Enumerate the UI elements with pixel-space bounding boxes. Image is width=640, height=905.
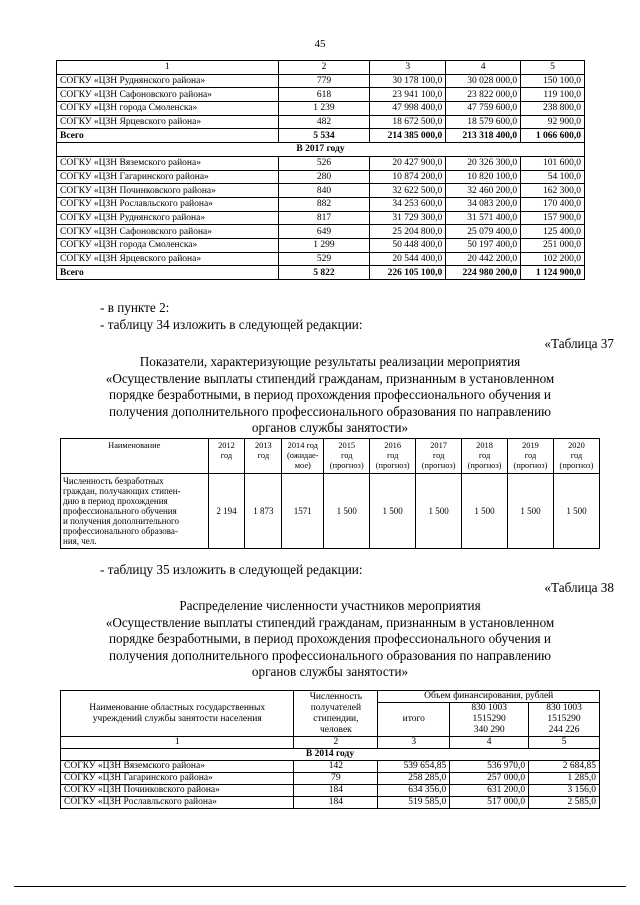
header-2014: 2014 год (ожидае- мое) [282,439,324,474]
title-line: органов службы занятости» [251,664,409,679]
indicator-name: Численность безработных граждан, получающих стипен- дию в период прохождения профессионального обучения и получения дополнительного профессионального образова- ния, чел. [61,474,209,549]
count-cell: 482 [278,115,370,129]
amount-cell: 101 600,0 [521,156,585,170]
title-line: «Осуществление выплаты стипендий гражданам, признанным в установленном [105,614,555,630]
org-name: СОГКУ «ЦЗН города Смоленска» [57,102,279,116]
table-row [57,88,585,102]
table-row [57,252,585,266]
value-2018: 1 500 [462,474,508,549]
amount-cell: 2 684,85 [529,761,600,773]
amount-cell: 102 200,0 [521,252,585,266]
amount-cell: 119 100,0 [521,88,585,102]
total-cell: 20 427 900,0 [370,156,446,170]
count-cell: 817 [278,211,370,225]
org-name: СОГКУ «ЦЗН Гагаринского района» [57,170,279,184]
header-2016: 2016 год (прогноз) [370,439,416,474]
amount-cell: 213 318 400,0 [446,129,521,143]
header-code-2: 830 1003 1515290 244 226 [529,703,600,737]
total-cell: 214 385 000,0 [370,129,446,143]
table-row [57,156,585,170]
amount-cell: 157 900,0 [521,211,585,225]
title-line: получения дополнительного профессионального образования по направлению [109,647,551,663]
total-cell: 519 585,0 [378,797,450,809]
amount-cell: 238 800,0 [521,102,585,116]
header-2020: 2020 год (прогноз) [553,439,599,474]
amount-cell: 536 970,0 [450,761,529,773]
value-2012: 2 194 [208,474,245,549]
amount-cell: 20 326 300,0 [446,156,521,170]
value-2020: 1 500 [553,474,599,549]
header-cell: 2 [278,61,370,75]
value-2016: 1 500 [370,474,416,549]
table-37-title [60,354,600,437]
total-cell: 34 253 600,0 [370,197,446,211]
table-35-instruction: - таблицу 35 изложить в следующей редакции: [100,562,363,577]
total-cell: 634 356,0 [378,785,450,797]
column-number-row [57,61,585,75]
amount-cell: 257 000,0 [450,773,529,785]
header-2017: 2017 год (прогноз) [416,439,462,474]
amount-cell: 34 083 200,0 [446,197,521,211]
header-cell: 3 [370,61,446,75]
count-cell: 5 822 [278,266,370,280]
page-bottom-rule [14,886,626,887]
header-cell: 3 [378,737,450,749]
header-row [61,691,600,703]
header-cell: 2 [294,737,378,749]
header-cell: 1 [57,61,279,75]
total-cell: 30 178 100,0 [370,74,446,88]
item-2-text: - в пункте 2: [100,300,170,315]
count-cell: 840 [278,184,370,198]
total-cell: 20 544 400,0 [370,252,446,266]
header-name: Наименование [61,439,209,474]
total-cell: 10 874 200,0 [370,170,446,184]
header-financing: Объем финансирования, рублей [378,691,600,703]
org-name: СОГКУ «ЦЗН Сафоновского района» [57,225,279,239]
year-label: В 2017 году [57,143,585,157]
title-line: Показатели, характеризующие результаты реализации мероприятия [139,354,521,369]
total-row [57,266,585,280]
table-34-instruction: - таблицу 34 изложить в следующей редакции: [100,317,363,332]
indicators-table [60,438,600,549]
table-row [57,184,585,198]
org-name: СОГКУ «ЦЗН Вяземского района» [61,761,294,773]
amount-cell: 54 100,0 [521,170,585,184]
title-line: порядке безработными, в период прохождения профессионального обучения и [109,387,551,402]
amount-cell: 3 156,0 [529,785,600,797]
year-label: В 2014 году [61,749,600,761]
amount-cell: 1 066 600,0 [521,129,585,143]
title-line: Распределение численности участников мероприятия [179,598,481,613]
page-number: 45 [314,38,326,50]
column-number-row [61,737,600,749]
header-org-name: Наименование областных государственных учреждений службы занятости населения [61,691,294,737]
total-cell: 18 672 500,0 [370,115,446,129]
value-2015: 1 500 [324,474,370,549]
amount-cell: 18 579 600,0 [446,115,521,129]
amount-cell: 125 400,0 [521,225,585,239]
table-row [57,115,585,129]
table-row [61,761,600,773]
amount-cell: 1 285,0 [529,773,600,785]
amount-cell: 170 400,0 [521,197,585,211]
count-cell: 618 [278,88,370,102]
table-row [61,474,600,549]
amount-cell: 517 000,0 [450,797,529,809]
header-2019: 2019 год (прогноз) [508,439,554,474]
title-line: порядке безработными, в период прохождения профессионального обучения и [109,631,551,646]
org-name: СОГКУ «ЦЗН Ярцевского района» [57,115,279,129]
amount-cell: 2 585,0 [529,797,600,809]
total-cell: 47 998 400,0 [370,102,446,116]
total-cell: 31 729 300,0 [370,211,446,225]
amount-cell: 150 100,0 [521,74,585,88]
amount-cell: 31 571 400,0 [446,211,521,225]
count-cell: 649 [278,225,370,239]
header-total: итого [378,703,450,737]
org-name: СОГКУ «ЦЗН города Смоленска» [57,238,279,252]
count-cell: 184 [294,797,378,809]
org-name: СОГКУ «ЦЗН Рославльского района» [61,797,294,809]
amount-cell: 162 300,0 [521,184,585,198]
table-38-label: «Таблица 38 [544,580,614,595]
org-name: СОГКУ «ЦЗН Руднянского района» [57,74,279,88]
org-name: СОГКУ «ЦЗН Починковского района» [57,184,279,198]
total-cell: 23 941 100,0 [370,88,446,102]
table-row [57,211,585,225]
table-37-label: «Таблица 37 [544,336,614,351]
total-cell: 539 654,85 [378,761,450,773]
total-label: Всего [57,129,279,143]
org-name: СОГКУ «ЦЗН Руднянского района» [57,211,279,225]
count-cell: 280 [278,170,370,184]
header-recipients: Численность получателей стипендии, человек [294,691,378,737]
header-cell: 1 [61,737,294,749]
count-cell: 526 [278,156,370,170]
amount-cell: 47 759 600,0 [446,102,521,116]
value-2014: 1571 [282,474,324,549]
org-name: СОГКУ «ЦЗН Ярцевского района» [57,252,279,266]
count-cell: 79 [294,773,378,785]
amount-cell: 30 028 000,0 [446,74,521,88]
count-cell: 5 534 [278,129,370,143]
org-name: СОГКУ «ЦЗН Гагаринского района» [61,773,294,785]
table-row [61,785,600,797]
year-row [57,143,585,157]
year-row [61,749,600,761]
value-2017: 1 500 [416,474,462,549]
header-code-1: 830 1003 1515290 340 290 [450,703,529,737]
count-cell: 184 [294,785,378,797]
total-cell: 32 622 500,0 [370,184,446,198]
funding-table-continued [56,60,585,280]
title-line: органов службы занятости» [251,420,409,435]
header-2013: 2013 год [245,439,282,474]
count-cell: 142 [294,761,378,773]
amount-cell: 631 200,0 [450,785,529,797]
table-row [57,102,585,116]
org-name: СОГКУ «ЦЗН Сафоновского района» [57,88,279,102]
count-cell: 1 299 [278,238,370,252]
count-cell: 779 [278,74,370,88]
table-row [57,170,585,184]
count-cell: 529 [278,252,370,266]
header-cell: 5 [529,737,600,749]
distribution-table [60,690,600,809]
header-row [61,439,600,474]
count-cell: 882 [278,197,370,211]
amount-cell: 32 460 200,0 [446,184,521,198]
table-row [57,197,585,211]
title-line: получения дополнительного профессионального образования по направлению [109,403,551,419]
total-cell: 258 285,0 [378,773,450,785]
title-line: «Осуществление выплаты стипендий гражданам, признанным в установленном [105,370,555,386]
amount-cell: 25 079 400,0 [446,225,521,239]
total-label: Всего [57,266,279,280]
total-cell: 226 105 100,0 [370,266,446,280]
total-cell: 50 448 400,0 [370,238,446,252]
table-row [57,238,585,252]
amount-cell: 92 900,0 [521,115,585,129]
table-row [61,773,600,785]
amount-cell: 1 124 900,0 [521,266,585,280]
header-cell: 4 [446,61,521,75]
table-row [57,74,585,88]
header-cell: 5 [521,61,585,75]
header-2015: 2015 год (прогноз) [324,439,370,474]
value-2013: 1 873 [245,474,282,549]
table-row [57,225,585,239]
header-cell: 4 [450,737,529,749]
org-name: СОГКУ «ЦЗН Вяземского района» [57,156,279,170]
amount-cell: 10 820 100,0 [446,170,521,184]
org-name: СОГКУ «ЦЗН Рославльского района» [57,197,279,211]
total-cell: 25 204 800,0 [370,225,446,239]
amount-cell: 23 822 000,0 [446,88,521,102]
amount-cell: 224 980 200,0 [446,266,521,280]
total-row [57,129,585,143]
value-2019: 1 500 [508,474,554,549]
amount-cell: 20 442 200,0 [446,252,521,266]
table-row [61,797,600,809]
amount-cell: 50 197 400,0 [446,238,521,252]
header-2012: 2012 год [208,439,245,474]
count-cell: 1 239 [278,102,370,116]
org-name: СОГКУ «ЦЗН Починковского района» [61,785,294,797]
header-2018: 2018 год (прогноз) [462,439,508,474]
table-38-title [60,598,600,681]
amount-cell: 251 000,0 [521,238,585,252]
